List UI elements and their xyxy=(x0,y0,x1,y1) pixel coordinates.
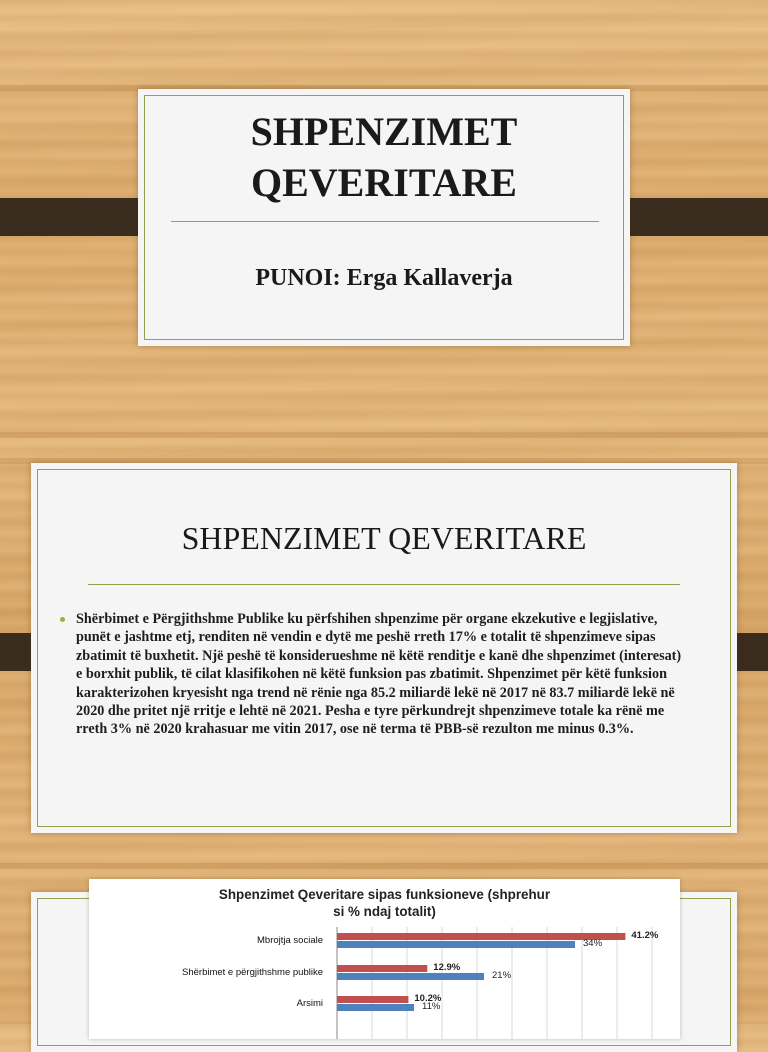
title-slide xyxy=(138,89,630,346)
category-label: Mbrojtja sociale xyxy=(257,935,323,946)
decor-bar-left xyxy=(0,633,35,671)
bullet-icon xyxy=(60,617,65,622)
data-label: 34% xyxy=(583,938,603,949)
slide-heading: SHPENZIMET QEVERITARE xyxy=(181,520,587,556)
bar-red xyxy=(337,965,427,972)
slide-title-line2: QEVERITARE xyxy=(251,160,517,205)
data-label: 10.2% xyxy=(414,993,442,1004)
chart-panel xyxy=(89,879,680,1039)
data-label: 11% xyxy=(422,1001,441,1012)
heading-divider xyxy=(88,584,680,585)
slide-title-line1: SHPENZIMET xyxy=(250,109,518,154)
bar-blue xyxy=(337,1004,414,1011)
data-label: 21% xyxy=(492,970,512,981)
category-label: Arsimi xyxy=(296,998,323,1009)
decor-bar-right xyxy=(613,198,768,236)
decor-bar-left xyxy=(0,198,155,236)
bullet-text: Shërbimet e Përgjithshme Publike ku përfshihen shpenzime për organe ekzekutive e legjislative, punët e jashtme etj, renditen në vendin e dytë me peshë rreth 17% e totalit të shpenzimeve sipas zbatimit të buxhetit. Një peshë të konsiderueshme në këtë renditje e kanë dhe shpenzimet (interesat) e borxhit publik, të cilat klasifikohen në këtë funksion pas zbatimit. Shpenzimet për këtë funksion karakterizohen kryesisht nga trend në rënie nga 85.2 miliardë lekë në 2017 në 83.7 miliardë lekë në 2020 dhe pritet një rritje e lehtë në 2021. Pesha e tyre përkundrejt shpenzimeve totale ka rënë me rreth 3% në 2020 krahasuar me vitin 2017, ose në terma të PBB-së rezulton me minus 0.3%. xyxy=(76,611,682,738)
bar-chart xyxy=(89,879,680,1039)
bar-blue xyxy=(337,973,484,980)
slide-subtitle: PUNOI: Erga Kallaverja xyxy=(255,265,513,291)
content-slide xyxy=(31,463,737,833)
wood-grain xyxy=(0,432,768,438)
bar-red xyxy=(337,996,408,1003)
category-label: Shërbimet e përgjithshme publike xyxy=(182,967,323,978)
title-divider xyxy=(171,221,599,222)
chart-title-line2: si % ndaj totalit) xyxy=(333,904,436,919)
data-label: 12.9% xyxy=(433,962,461,973)
bar-blue xyxy=(337,941,575,948)
data-label: 41.2% xyxy=(631,930,659,941)
wood-grain xyxy=(0,863,768,869)
chart-title-line1: Shpenzimet Qeveritare sipas funksioneve (shprehur xyxy=(218,887,551,902)
